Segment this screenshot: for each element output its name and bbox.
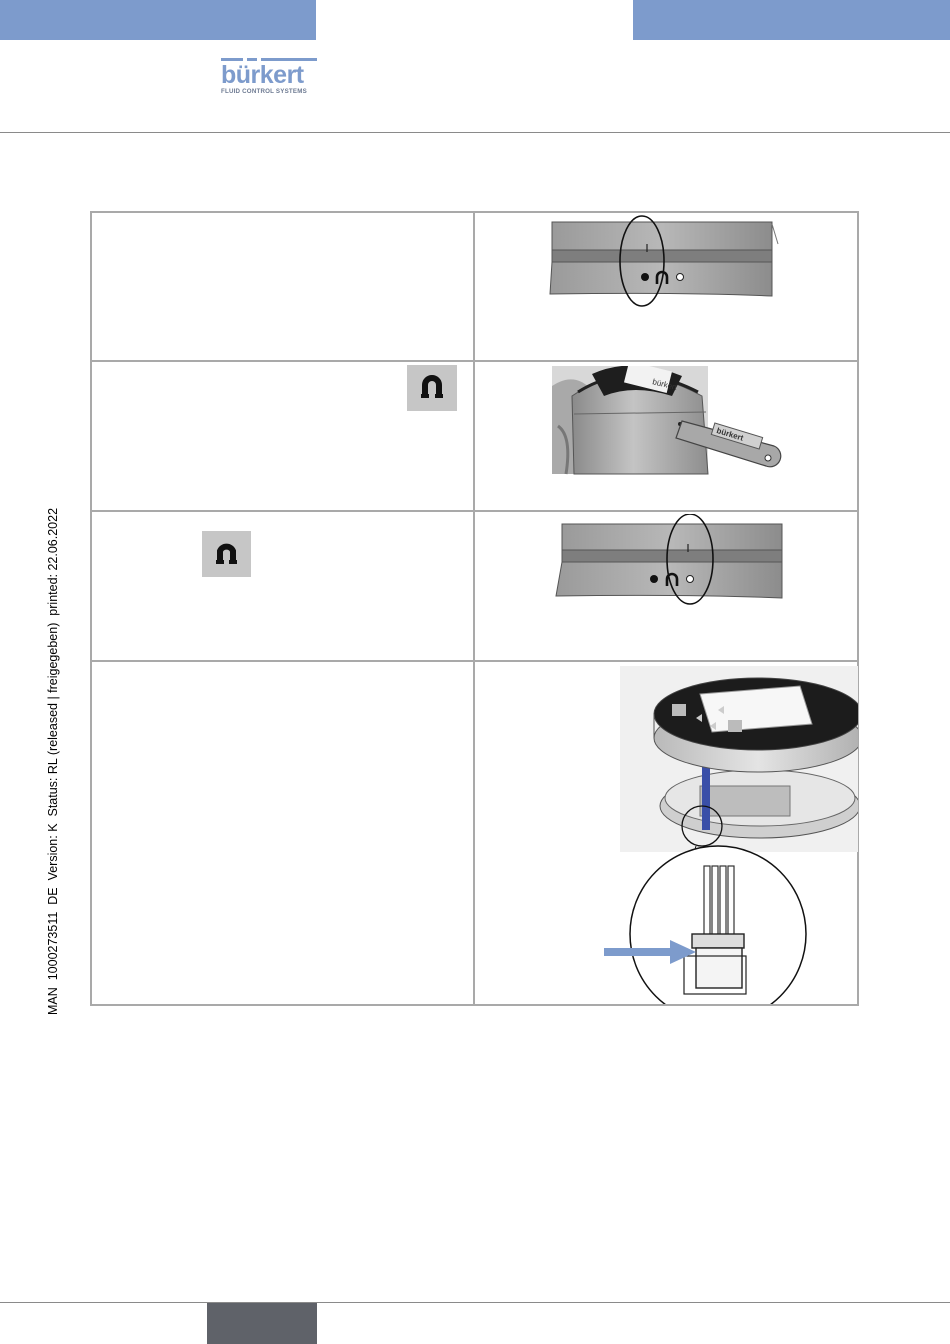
table-row-divider [90, 360, 859, 362]
table-row-divider [90, 660, 859, 662]
display-module-connector-detail [600, 666, 858, 1004]
document-id-sidebar: MAN 1000273511 DE Version: K Status: RL (released | freigegeben) printed: 22.06.2022 [46, 507, 60, 1015]
device-top-view-led-marker-left [540, 214, 780, 310]
device-top-view-led-marker-right [550, 514, 790, 610]
magnetic-key-on-device [552, 366, 812, 476]
header-accent-bar-right [633, 0, 950, 40]
burkert-logo [221, 58, 321, 98]
header-divider [0, 132, 950, 133]
table-row-divider [90, 510, 859, 512]
footer-page-tab [207, 1303, 317, 1344]
logo-tagline: FLUID CONTROL SYSTEMS [221, 88, 307, 95]
svg-text:bürkert: bürkert [651, 377, 678, 392]
logo-wordmark: bürkert [221, 61, 304, 89]
magnet-icon [202, 531, 251, 577]
svg-text:bürkert: bürkert [715, 426, 745, 443]
magnet-icon [407, 365, 457, 411]
header-accent-bar-left [0, 0, 316, 40]
table-column-divider [473, 211, 475, 1006]
footer-divider [0, 1302, 950, 1303]
